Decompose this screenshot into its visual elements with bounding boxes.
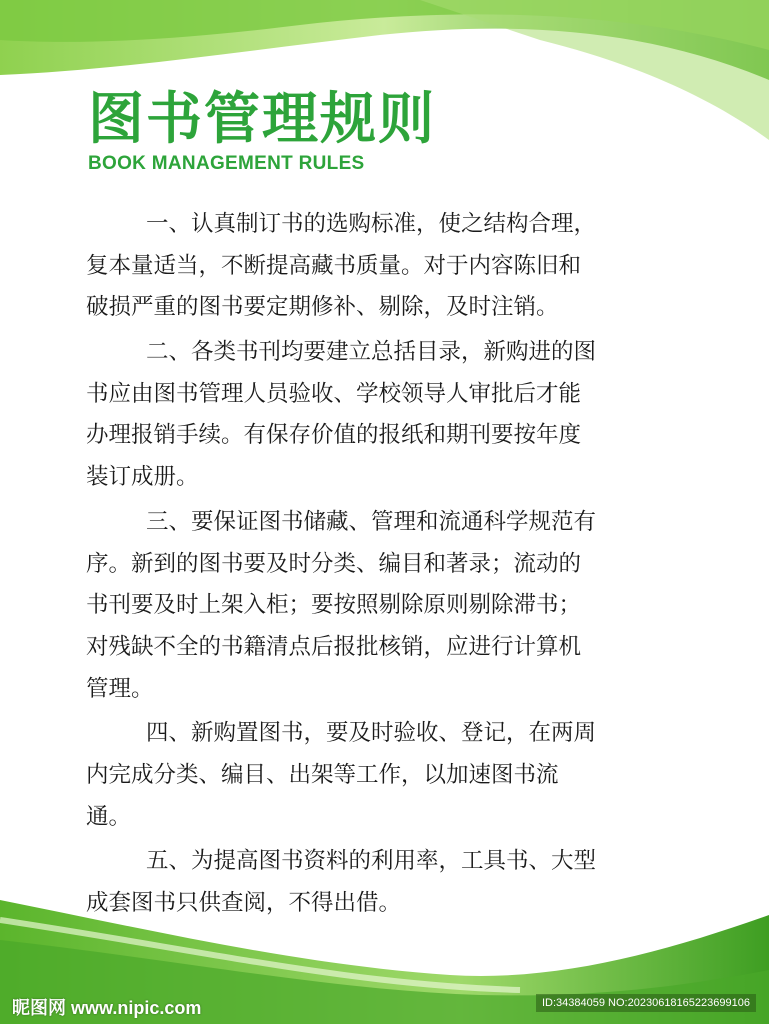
rule-line: 对残缺不全的书籍清点后报批核销，应进行计算机 xyxy=(86,633,582,660)
rule-paragraph xyxy=(86,332,706,499)
rule-line: 破损严重的图书要定期修补、剔除，及时注销。 xyxy=(86,294,559,321)
rule-paragraph xyxy=(86,204,706,329)
site-watermark: 昵图网 www.nipic.com xyxy=(12,998,202,1018)
rule-line: 成套图书只供查阅，不得出借。 xyxy=(86,890,402,916)
rule-line: 装订成册。 xyxy=(86,464,199,491)
rule-paragraph xyxy=(86,713,706,838)
page-title: 图书管理规则 xyxy=(88,87,436,152)
rule-line: 三、要保证图书储藏、管理和流通科学规范有 xyxy=(146,508,597,535)
rule-line: 一、认真制订书的选购标准，使之结构合理， xyxy=(146,211,597,237)
rules-body xyxy=(86,204,706,928)
rule-line: 四、新购置图书，要及时验收、登记，在两周 xyxy=(146,720,597,747)
rule-paragraph xyxy=(86,841,706,924)
rule-line: 管理。 xyxy=(86,675,154,702)
rule-line: 办理报销手续。有保存价值的报纸和期刊要按年度 xyxy=(86,422,582,449)
rule-line: 通。 xyxy=(86,803,132,830)
rule-line: 二、各类书刊均要建立总括目录，新购进的图 xyxy=(146,339,597,366)
rule-paragraph xyxy=(86,502,706,710)
page-subtitle: BOOK MANAGEMENT RULES xyxy=(88,153,365,174)
rule-line: 序。新到的图书要及时分类、编目和著录；流动的 xyxy=(86,550,582,577)
rule-line: 书应由图书管理人员验收、学校领导人审批后才能 xyxy=(86,380,582,407)
rule-line: 书刊要及时上架入柜；要按照剔除原则剔除滞书； xyxy=(86,592,582,619)
rule-line: 五、为提高图书资料的利用率，工具书、大型 xyxy=(146,848,597,875)
rule-line: 内完成分类、编目、出架等工作，以加速图书流 xyxy=(86,761,559,788)
image-id-label: ID:34384059 NO:20230618165223699106 xyxy=(536,994,756,1012)
rule-line: 复本量适当，不断提高藏书质量。对于内容陈旧和 xyxy=(86,252,582,279)
